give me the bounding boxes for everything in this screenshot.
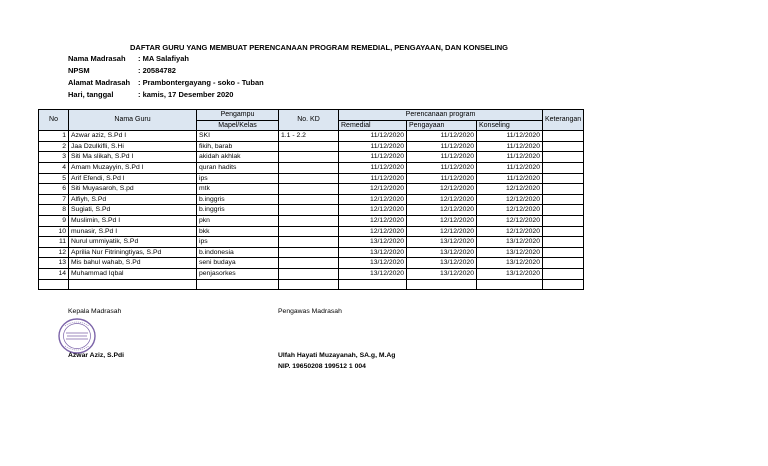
konseling-date: 11/12/2020 — [477, 152, 543, 163]
subject-class: seni budaya — [197, 258, 279, 269]
info-row-name: Nama Madrasah : MA Salafiyah — [68, 54, 189, 63]
keterangan — [543, 205, 584, 216]
empty-cell — [407, 279, 477, 290]
teacher-name: Siti Ma slikah, S.Pd I — [69, 152, 197, 163]
konseling-date: 11/12/2020 — [477, 173, 543, 184]
teacher-name: Muslimin, S.Pd I — [69, 215, 197, 226]
kd-number — [279, 141, 339, 152]
subject-class: b.inggris — [197, 205, 279, 216]
subject-class: quran hadits — [197, 162, 279, 173]
table-row — [39, 237, 584, 248]
konseling-date: 12/12/2020 — [477, 194, 543, 205]
supervisor-name: Ulfah Hayati Muzayanah, SA.g, M.Ag — [278, 352, 396, 359]
kd-number — [279, 194, 339, 205]
teacher-name: munasir, S.Pd I — [69, 226, 197, 237]
subject-class: ips — [197, 173, 279, 184]
teacher-name: Azwar aziz, S.Pd I — [69, 131, 197, 142]
pengayaan-date: 11/12/2020 — [407, 131, 477, 142]
row-number: 3 — [39, 152, 69, 163]
header-no: No — [39, 110, 69, 131]
pengayaan-date: 11/12/2020 — [407, 162, 477, 173]
row-number: 8 — [39, 205, 69, 216]
pengayaan-date: 11/12/2020 — [407, 173, 477, 184]
row-number: 1 — [39, 131, 69, 142]
row-number: 5 — [39, 173, 69, 184]
keterangan — [543, 184, 584, 195]
header-keterangan: Keterangan — [543, 110, 584, 131]
empty-cell — [279, 279, 339, 290]
empty-cell — [39, 279, 69, 290]
table-row — [39, 247, 584, 258]
keterangan — [543, 247, 584, 258]
empty-cell — [197, 279, 279, 290]
kd-number: 1.1 - 2.2 — [279, 131, 339, 142]
teacher-name: Sugiati, S.Pd — [69, 205, 197, 216]
principal-name: Azwar Aziz, S.Pdi — [68, 352, 125, 359]
table-row — [39, 268, 584, 279]
pengayaan-date: 13/12/2020 — [407, 247, 477, 258]
row-number: 4 — [39, 162, 69, 173]
row-number: 7 — [39, 194, 69, 205]
konseling-date: 12/12/2020 — [477, 226, 543, 237]
table-body — [39, 131, 584, 290]
table-row-empty — [39, 279, 584, 290]
kd-number — [279, 215, 339, 226]
supervisor-title: Pengawas Madrasah — [278, 308, 342, 315]
supervisor-nip: NIP. 19650208 199512 1 004 — [278, 363, 366, 370]
subject-class: pkn — [197, 215, 279, 226]
remedial-date: 11/12/2020 — [339, 131, 407, 142]
header-name: Nama Guru — [69, 110, 197, 131]
keterangan — [543, 173, 584, 184]
kd-number — [279, 162, 339, 173]
kd-number — [279, 205, 339, 216]
pengayaan-date: 12/12/2020 — [407, 226, 477, 237]
subject-class: b.inggris — [197, 194, 279, 205]
kd-number — [279, 247, 339, 258]
keterangan — [543, 131, 584, 142]
remedial-date: 12/12/2020 — [339, 184, 407, 195]
header-remedial: Remedial — [339, 120, 407, 131]
header-pengampu-top: Pengampu — [197, 110, 279, 121]
subject-class: mtk — [197, 184, 279, 195]
empty-cell — [339, 279, 407, 290]
kd-number — [279, 258, 339, 269]
keterangan — [543, 237, 584, 248]
table-row — [39, 226, 584, 237]
kd-number — [279, 237, 339, 248]
remedial-date: 11/12/2020 — [339, 173, 407, 184]
table-row — [39, 184, 584, 195]
keterangan — [543, 162, 584, 173]
empty-cell — [69, 279, 197, 290]
table-row — [39, 162, 584, 173]
remedial-date: 13/12/2020 — [339, 237, 407, 248]
subject-class: b.indonesia — [197, 247, 279, 258]
row-number: 6 — [39, 184, 69, 195]
table-row — [39, 152, 584, 163]
info-row-address: Alamat Madrasah : Prambontergayang - soko - Tuban — [68, 78, 264, 87]
pengayaan-date: 12/12/2020 — [407, 184, 477, 195]
header-kd: No. KD — [279, 110, 339, 131]
teacher-name: Mis bahul wahab, S.Pd — [69, 258, 197, 269]
teacher-name: Jaa Dzulkifli, S.Hi — [69, 141, 197, 152]
table-row — [39, 205, 584, 216]
konseling-date: 12/12/2020 — [477, 205, 543, 216]
keterangan — [543, 226, 584, 237]
teacher-name: Siti Muyasaroh, S.pd — [69, 184, 197, 195]
kd-number — [279, 152, 339, 163]
row-number: 11 — [39, 237, 69, 248]
kd-number — [279, 184, 339, 195]
row-number: 13 — [39, 258, 69, 269]
konseling-date: 12/12/2020 — [477, 215, 543, 226]
header-pengampu-bottom: Mapel/Kelas — [197, 120, 279, 131]
pengayaan-date: 13/12/2020 — [407, 268, 477, 279]
header-pengayaan: Pengayaan — [407, 120, 477, 131]
empty-cell — [477, 279, 543, 290]
info-row-npsm: NPSM : 20584782 — [68, 66, 176, 75]
keterangan — [543, 152, 584, 163]
remedial-date: 12/12/2020 — [339, 205, 407, 216]
remedial-date: 13/12/2020 — [339, 268, 407, 279]
keterangan — [543, 268, 584, 279]
row-number: 2 — [39, 141, 69, 152]
principal-title: Kepala Madrasah — [68, 308, 122, 315]
madrasah-stamp — [57, 316, 97, 356]
keterangan — [543, 194, 584, 205]
remedial-date: 11/12/2020 — [339, 162, 407, 173]
subject-class: akidah akhlak — [197, 152, 279, 163]
keterangan — [543, 215, 584, 226]
konseling-date: 11/12/2020 — [477, 162, 543, 173]
remedial-date: 13/12/2020 — [339, 247, 407, 258]
kd-number — [279, 268, 339, 279]
subject-class: ips — [197, 237, 279, 248]
konseling-date: 11/12/2020 — [477, 141, 543, 152]
remedial-date: 13/12/2020 — [339, 258, 407, 269]
table-row — [39, 141, 584, 152]
header-konseling: Konseling — [477, 120, 543, 131]
row-number: 9 — [39, 215, 69, 226]
subject-class: bkk — [197, 226, 279, 237]
table-row — [39, 173, 584, 184]
konseling-date: 12/12/2020 — [477, 184, 543, 195]
teacher-name: Muhammad Iqbal — [69, 268, 197, 279]
teacher-table — [38, 109, 584, 290]
subject-class: fikih, barab — [197, 141, 279, 152]
row-number: 14 — [39, 268, 69, 279]
pengayaan-date: 11/12/2020 — [407, 141, 477, 152]
info-row-date: Hari, tanggal : kamis, 17 Desember 2020 — [68, 90, 234, 99]
document-title: DAFTAR GURU YANG MEMBUAT PERENCANAAN PROGRAM REMEDIAL, PENGAYAAN, DAN KONSELING — [130, 43, 508, 52]
row-number: 12 — [39, 247, 69, 258]
table-row — [39, 131, 584, 142]
remedial-date: 12/12/2020 — [339, 226, 407, 237]
table-row — [39, 258, 584, 269]
pengayaan-date: 13/12/2020 — [407, 258, 477, 269]
konseling-date: 13/12/2020 — [477, 258, 543, 269]
teacher-name: Arif Efendi, S.Pd I — [69, 173, 197, 184]
table-row — [39, 194, 584, 205]
pengayaan-date: 12/12/2020 — [407, 205, 477, 216]
kd-number — [279, 226, 339, 237]
header-program: Perencanaan program — [339, 110, 543, 121]
keterangan — [543, 258, 584, 269]
school-info — [68, 53, 264, 101]
remedial-date: 11/12/2020 — [339, 141, 407, 152]
remedial-date: 11/12/2020 — [339, 152, 407, 163]
teacher-name: Aprilia Nur Fitriningtiyas, S.Pd — [69, 247, 197, 258]
konseling-date: 13/12/2020 — [477, 268, 543, 279]
pengayaan-date: 12/12/2020 — [407, 194, 477, 205]
konseling-date: 11/12/2020 — [477, 131, 543, 142]
pengayaan-date: 13/12/2020 — [407, 237, 477, 248]
empty-cell — [543, 279, 584, 290]
pengayaan-date: 11/12/2020 — [407, 152, 477, 163]
remedial-date: 12/12/2020 — [339, 215, 407, 226]
teacher-name: Alfiyh, S.Pd — [69, 194, 197, 205]
pengayaan-date: 12/12/2020 — [407, 215, 477, 226]
remedial-date: 12/12/2020 — [339, 194, 407, 205]
konseling-date: 13/12/2020 — [477, 247, 543, 258]
teacher-name: Nurul ummiyatik, S.Pd — [69, 237, 197, 248]
subject-class: penjasorkes — [197, 268, 279, 279]
kd-number — [279, 173, 339, 184]
table-row — [39, 215, 584, 226]
teacher-name: Amam Muzayyin, S.Pd I — [69, 162, 197, 173]
subject-class: SKI — [197, 131, 279, 142]
konseling-date: 13/12/2020 — [477, 237, 543, 248]
keterangan — [543, 141, 584, 152]
row-number: 10 — [39, 226, 69, 237]
